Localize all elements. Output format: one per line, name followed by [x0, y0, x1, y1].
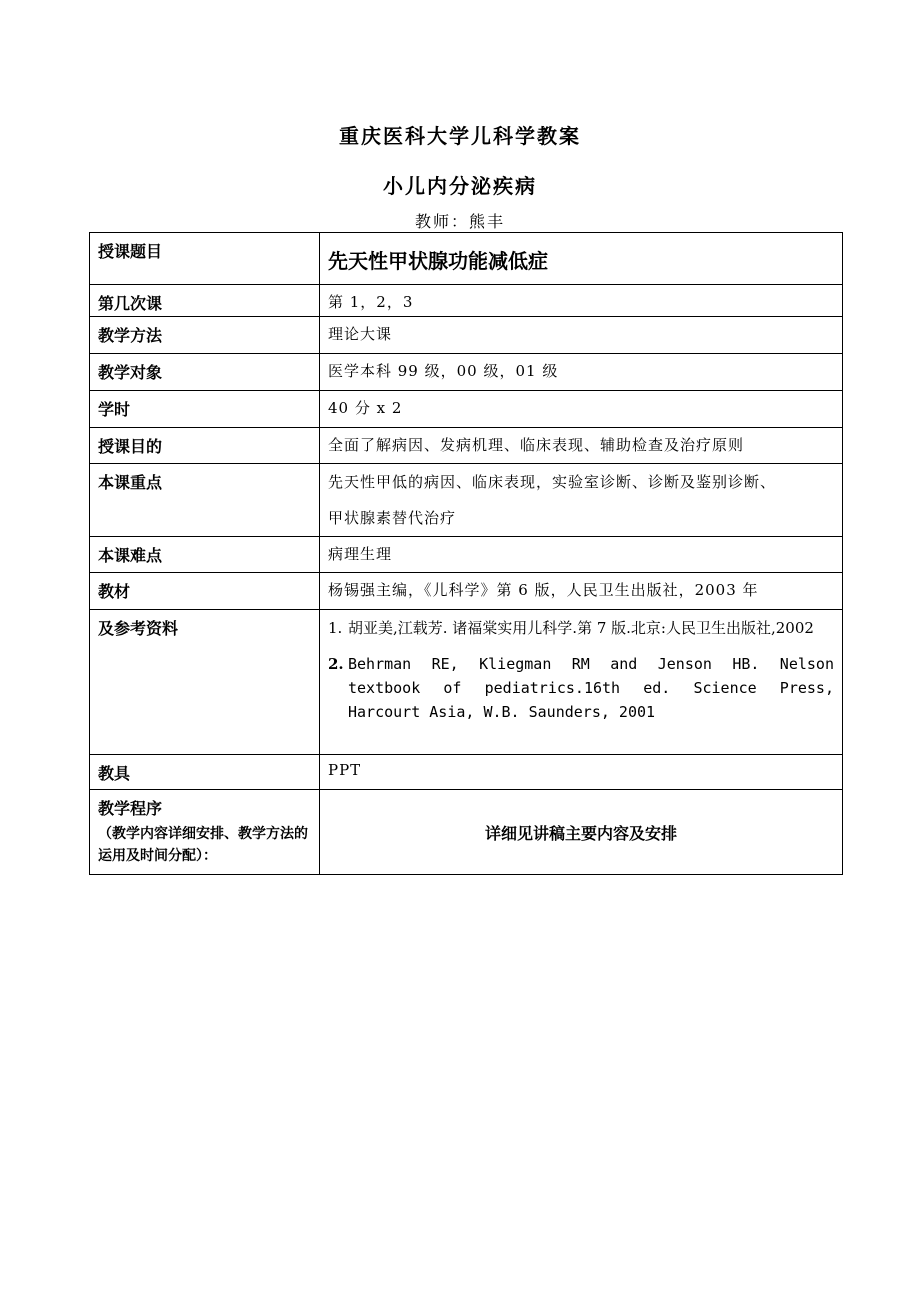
teacher-name: 教师：熊丰 [414, 212, 505, 231]
value-aids: PPT [320, 755, 843, 790]
reference-number: 1. [328, 619, 343, 637]
procedure-title: 教学程序 [98, 799, 163, 818]
label-references: 及参考资料 [90, 610, 320, 755]
value-audience: 医学本科 99 级，00 级，01 级 [320, 354, 843, 391]
table-row [90, 317, 843, 354]
table-row [90, 573, 843, 610]
procedure-note: （教学内容详细安排、教学方法的运用及时间分配）： [98, 826, 308, 864]
table-row [90, 755, 843, 790]
value-method: 理论大课 [320, 317, 843, 354]
table-row [90, 464, 843, 537]
value-references [320, 610, 843, 755]
university-title: 重庆医科大学儿科学教案 [339, 124, 581, 148]
key-points-line-1: 先天性甲低的病因、临床表现，实验室诊断、诊断及鉴别诊断、 [328, 473, 777, 491]
label-method: 教学方法 [90, 317, 320, 354]
table-row [90, 233, 843, 285]
value-hours: 40 分 x 2 [320, 391, 843, 428]
value-difficulty: 病理生理 [320, 537, 843, 573]
label-objective: 授课目的 [90, 428, 320, 464]
label-hours: 学时 [90, 391, 320, 428]
reference-text: Behrman RE, Kliegman RM and Jenson HB. Nelson textbook of pediatrics.16th ed. Science Press, Harcourt Asia, W.B. Saunders, 2001 [348, 655, 834, 721]
reference-item [328, 652, 834, 724]
value-key-points [320, 464, 843, 537]
label-difficulty: 本课难点 [90, 537, 320, 573]
label-aids: 教具 [90, 755, 320, 790]
label-key-points: 本课重点 [90, 464, 320, 537]
value-session: 第 1，2，3 [320, 285, 843, 317]
table-row [90, 610, 843, 755]
table-row [90, 790, 843, 875]
label-session: 第几次课 [90, 285, 320, 317]
key-points-line-2: 甲状腺素替代治疗 [328, 509, 457, 527]
lesson-plan-table [89, 232, 843, 875]
value-topic: 先天性甲状腺功能减低症 [320, 233, 843, 285]
table-row [90, 285, 843, 317]
reference-text: 胡亚美,江载芳. 诸福棠实用儿科学.第 7 版.北京:人民卫生出版社,2002 [348, 619, 814, 637]
label-procedure [90, 790, 320, 875]
label-audience: 教学对象 [90, 354, 320, 391]
table-row [90, 428, 843, 464]
course-title: 小儿内分泌疾病 [383, 174, 537, 198]
label-topic: 授课题目 [90, 233, 320, 285]
table-row [90, 537, 843, 573]
table-row [90, 354, 843, 391]
label-textbook: 教材 [90, 573, 320, 610]
reference-item [328, 616, 834, 640]
value-textbook: 杨锡强主编，《儿科学》第 6 版，人民卫生出版社，2003 年 [320, 573, 843, 610]
table-row [90, 391, 843, 428]
reference-number: 2. [328, 655, 344, 673]
value-procedure: 详细见讲稿主要内容及安排 [320, 790, 843, 875]
value-objective: 全面了解病因、发病机理、临床表现、辅助检查及治疗原则 [320, 428, 843, 464]
